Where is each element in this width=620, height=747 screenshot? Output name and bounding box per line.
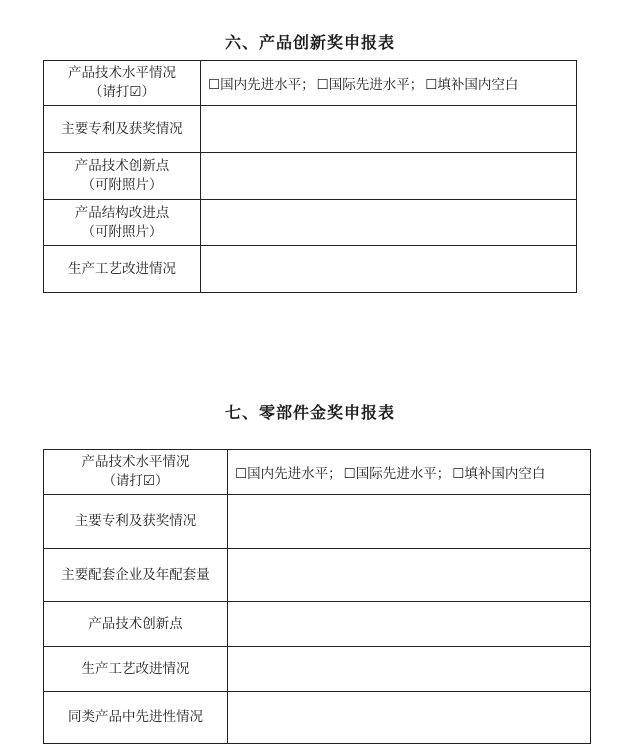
table-row: [44, 200, 577, 246]
row-label-text: 生产工艺改进情况: [68, 260, 176, 277]
row-label: [44, 153, 201, 200]
row-label-text: 主要配套企业及年配套量: [61, 566, 210, 583]
table-row: [44, 450, 591, 495]
table-row: [44, 549, 591, 602]
patents-awards-field[interactable]: [201, 106, 577, 153]
table-row: [44, 246, 577, 293]
row-label-text: 产品技术创新点: [88, 615, 183, 632]
row-label: [44, 106, 201, 153]
innovation-points-field[interactable]: [228, 602, 591, 647]
row-label-text: 产品技术创新点: [74, 158, 170, 174]
table-row: [44, 153, 577, 200]
table-row: [44, 602, 591, 647]
option-domestic-advanced[interactable]: ☐国内先进水平；: [208, 77, 315, 93]
table-row: [44, 61, 577, 106]
tech-level-options: [201, 61, 577, 106]
section-7-table: [43, 449, 591, 744]
row-label-sub: （可附照片）: [81, 223, 163, 240]
option-domestic-advanced[interactable]: ☐国内先进水平；: [235, 466, 342, 482]
row-label-sub: （请打☑）: [88, 84, 156, 100]
row-label-text: 主要专利及获奖情况: [74, 513, 197, 529]
table-row: [44, 647, 591, 692]
structure-improvements-field[interactable]: [201, 200, 577, 246]
row-label-sub: （请打☑）: [102, 473, 169, 489]
row-label-text: 生产工艺改进情况: [81, 660, 190, 677]
option-international-advanced[interactable]: ☐国际先进水平；: [343, 466, 451, 482]
row-label: [44, 602, 228, 647]
row-label-text: 产品结构改进点: [74, 204, 170, 221]
section-6-table: [43, 60, 577, 293]
table-row: [44, 692, 591, 744]
row-label: [44, 495, 228, 549]
row-label-text: 产品技术水平情况: [81, 454, 190, 470]
process-improvements-field[interactable]: [201, 246, 577, 293]
row-label-text: 产品技术水平情况: [68, 65, 176, 81]
supporting-enterprises-field[interactable]: [228, 549, 591, 602]
competitive-advantage-field[interactable]: [228, 692, 591, 744]
table-row: [44, 495, 591, 549]
row-label: [44, 61, 201, 106]
row-label: [44, 692, 228, 744]
row-label: [44, 450, 228, 495]
section-7-title: 七、零部件金奖申报表: [224, 403, 395, 422]
option-fill-domestic-gap[interactable]: ☐填补国内空白: [452, 466, 546, 482]
row-label: [44, 246, 201, 293]
option-fill-domestic-gap[interactable]: ☐填补国内空白: [425, 77, 519, 93]
section-6-title: 六、产品创新奖申报表: [224, 33, 395, 52]
row-label: [44, 200, 201, 246]
row-label-text: 同类产品中先进性情况: [68, 709, 203, 725]
row-label-sub: （可附照片）: [81, 177, 163, 193]
patents-awards-field[interactable]: [228, 495, 591, 549]
process-improvements-field[interactable]: [228, 647, 591, 692]
row-label: [44, 647, 228, 692]
row-label-text: 主要专利及获奖情况: [61, 120, 183, 137]
option-international-advanced[interactable]: ☐国际先进水平；: [316, 77, 424, 93]
tech-level-options: [228, 450, 591, 495]
row-label: [44, 549, 228, 602]
innovation-points-field[interactable]: [201, 153, 577, 200]
table-row: [44, 106, 577, 153]
